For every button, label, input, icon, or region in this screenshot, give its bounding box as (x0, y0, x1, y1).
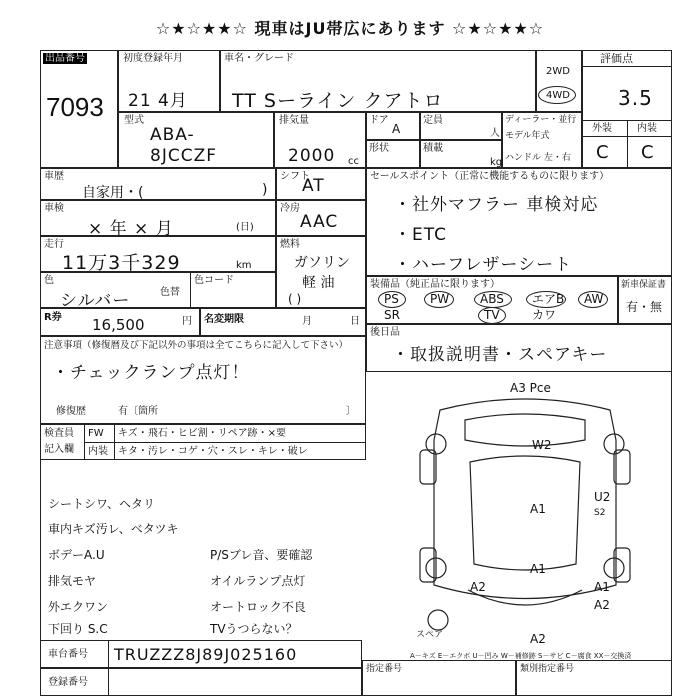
diagram-top-label: A3 Pce (510, 381, 551, 395)
recycle-value: 16,500 (92, 316, 145, 334)
repaint-label: 色替 (160, 287, 180, 298)
inspector-fw-items: キズ・飛石・ヒビ割・リペア跡・×要 (118, 428, 286, 439)
mileage-unit: km (236, 260, 252, 271)
diagram-a2-left: A2 (470, 580, 486, 594)
diagram-a2-bottom: A2 (530, 632, 546, 646)
hw-right-1: P/Sブレ音、要確認 (210, 548, 313, 562)
chassis-label: 車台番号 (48, 649, 88, 660)
inspector-vdivider-2 (114, 424, 115, 460)
sales-point-3: ・ハーフレザーシート (394, 255, 573, 275)
history-value: 自家用・( (82, 185, 144, 201)
chassis-value: TRUZZZ8J89J025160 (114, 645, 298, 664)
score-divider-3 (582, 136, 672, 137)
load-label: 積載 (423, 143, 443, 154)
hw-left-4: 排気モヤ (48, 574, 97, 588)
inspector-naisou: 内装 (88, 446, 108, 457)
score-vdivider (627, 120, 628, 168)
inspector-label-1: 検査員 (44, 428, 74, 439)
model-year-label: モデル年式 (505, 131, 550, 141)
accessories-value: ・取扱説明書・スペアキー (392, 345, 608, 365)
equip-sr: SR (384, 308, 400, 322)
fuel-paren: ( ) (288, 292, 302, 306)
header-title: ☆★☆★★☆ 現車はJU帯広にあります ☆★☆★★☆ (155, 19, 545, 38)
equip-abs: ABS (480, 292, 504, 306)
sales-points-label: セールスポイント（正常に機能するものに限ります） (370, 171, 610, 182)
fuel-label: 燃料 (280, 239, 300, 250)
color-vdivider (190, 272, 191, 308)
notes-label: 注意事項（修復暦及び下記以外の事項は全てこちらに記入して下さい） (44, 340, 349, 351)
shift-label: シフト (280, 171, 310, 182)
drive-2wd: 2WD (546, 66, 570, 77)
class-specified-label: 類別指定番号 (520, 664, 575, 674)
title-change-label: 名変期限 (204, 314, 244, 325)
hw-left-6: 下回り S.C (48, 622, 108, 636)
interior-value: C (641, 142, 655, 163)
handle-label: ハンドル 左・右 (505, 153, 571, 163)
diagram-s2: S2 (594, 508, 606, 518)
inspection-day: (日) (236, 222, 254, 233)
score-value: 3.5 (618, 86, 653, 110)
score-divider (582, 66, 672, 67)
color-label: 色 (44, 275, 54, 286)
door-value: A (392, 122, 401, 136)
diagram-a1-front: A1 (530, 502, 546, 516)
diagram-spare: スペア (416, 630, 444, 640)
equip-airbag-circle (526, 291, 566, 308)
sales-point-1: ・社外マフラー 車検対応 (394, 195, 599, 215)
hw-right-2: オイルランプ点灯 (210, 574, 306, 588)
diagram-w2: W2 (532, 438, 552, 452)
accessories-label: 後日品 (370, 327, 400, 338)
exterior-value: C (596, 142, 610, 163)
recycle-label: R券 (44, 312, 62, 323)
fuel-diesel: 軽 油 (302, 275, 335, 291)
specified-label: 指定番号 (366, 664, 403, 674)
inspector-label-2: 記入欄 (44, 444, 74, 455)
first-reg-label: 初度登録年月 (123, 53, 183, 64)
equip-airbag: エアB (532, 292, 565, 306)
equip-tv: TV (484, 308, 500, 322)
repair-value: 有〔箇所 (118, 406, 158, 417)
registration-box (40, 668, 362, 696)
diagram-legend: A－キズ E－エクボ U－凹み W－補修跡 S－サビ C－腐食 XX－交換済 (410, 652, 632, 660)
drive-4wd: 4WD (546, 90, 570, 101)
model-label: 車名・グレード (224, 53, 294, 64)
inspector-fw: FW (88, 428, 104, 439)
mileage-value: 11万3千329 (62, 252, 181, 274)
equip-aw: AW (584, 292, 604, 306)
warranty-value: 有・無 (626, 300, 663, 314)
car-diagram (380, 380, 670, 642)
type-code-label: 型式 (124, 115, 144, 126)
history-label: 車歴 (44, 171, 64, 182)
load-unit: kg (490, 157, 503, 168)
type-code-line1: ABA- (150, 125, 195, 145)
inspector-hdivider (84, 442, 366, 443)
history-close: ) (262, 182, 268, 198)
color-value: シルバー (60, 291, 131, 311)
mileage-label: 走行 (44, 239, 64, 250)
drive-4wd-circle (538, 86, 576, 104)
notes-value: ・チェックランプ点灯！ (52, 363, 250, 383)
equip-ps: PS (384, 292, 399, 306)
displacement-label: 排気量 (279, 115, 309, 126)
equipment-label: 装備品（純正品に限ります） (370, 279, 500, 290)
equip-pw-circle (424, 291, 454, 308)
ac-label: 冷房 (280, 203, 300, 214)
registration-label: 登録番号 (48, 677, 88, 688)
shape-label: 形状 (369, 143, 389, 154)
diagram-a2-right: A2 (594, 598, 610, 612)
hw-left-3: ボデーA.U (48, 548, 105, 562)
capacity-unit: 人 (490, 128, 500, 139)
inspection-label: 車検 (44, 203, 64, 214)
displacement-unit: cc (348, 156, 359, 167)
interior-label: 内装 (637, 123, 657, 134)
exterior-label: 外装 (592, 123, 612, 134)
hw-left-2: 車内キズ汚レ、ベタツキ (48, 522, 179, 536)
inspection-value: × 年 × 月 (88, 219, 174, 239)
title-change-day: 日 (350, 316, 360, 327)
model-value: TT Sーライン クアトロ (232, 90, 444, 112)
score-label: 評価点 (600, 52, 633, 65)
equip-abs-circle (474, 291, 512, 308)
diagram-a1-rear: A1 (530, 562, 546, 576)
door-label: ドア (369, 115, 389, 126)
type-code-line2: 8JCCZF (150, 146, 217, 166)
lot-number: 7093 (46, 92, 104, 122)
warranty-label: 新車保証書 (621, 280, 667, 290)
equip-aw-circle (578, 291, 608, 308)
hw-right-4: TVうつらない？ (210, 622, 298, 636)
ac-value: AAC (300, 212, 339, 232)
hw-right-3: オートロック不良 (210, 600, 306, 614)
lot-label: 出品番号 (45, 53, 85, 64)
hw-left-5: 外エクワン (48, 600, 109, 614)
recycle-unit: 円 (182, 316, 192, 327)
inspector-naisou-items: キタ・汚レ・コゲ・穴・スレ・キレ・破レ (118, 446, 308, 457)
equip-tv-circle (478, 307, 506, 324)
diagram-u2: U2 (594, 490, 611, 504)
shift-value: AT (302, 176, 325, 196)
repair-close: 〕 (346, 406, 356, 417)
equip-pw: PW (430, 292, 450, 306)
hw-left-1: シートシワ、ヘタリ (48, 497, 156, 511)
history-box (40, 168, 276, 200)
sales-point-2: ・ETC (394, 225, 447, 245)
color-code-label: 色コード (194, 275, 234, 286)
displacement-value: 2000 (288, 146, 336, 166)
fuel-value: ガソリン (294, 255, 350, 271)
equip-ps-circle (378, 291, 406, 308)
title-change-month: 月 (302, 316, 312, 327)
dealer-label: ディーラー・並行 (505, 115, 577, 125)
repair-label: 修復歴 (56, 406, 86, 417)
first-reg-value: 21 4月 (128, 91, 188, 111)
capacity-label: 定員 (423, 115, 443, 126)
diagram-a1-right: A1 (594, 580, 610, 594)
equip-leather: カワ (532, 308, 557, 322)
